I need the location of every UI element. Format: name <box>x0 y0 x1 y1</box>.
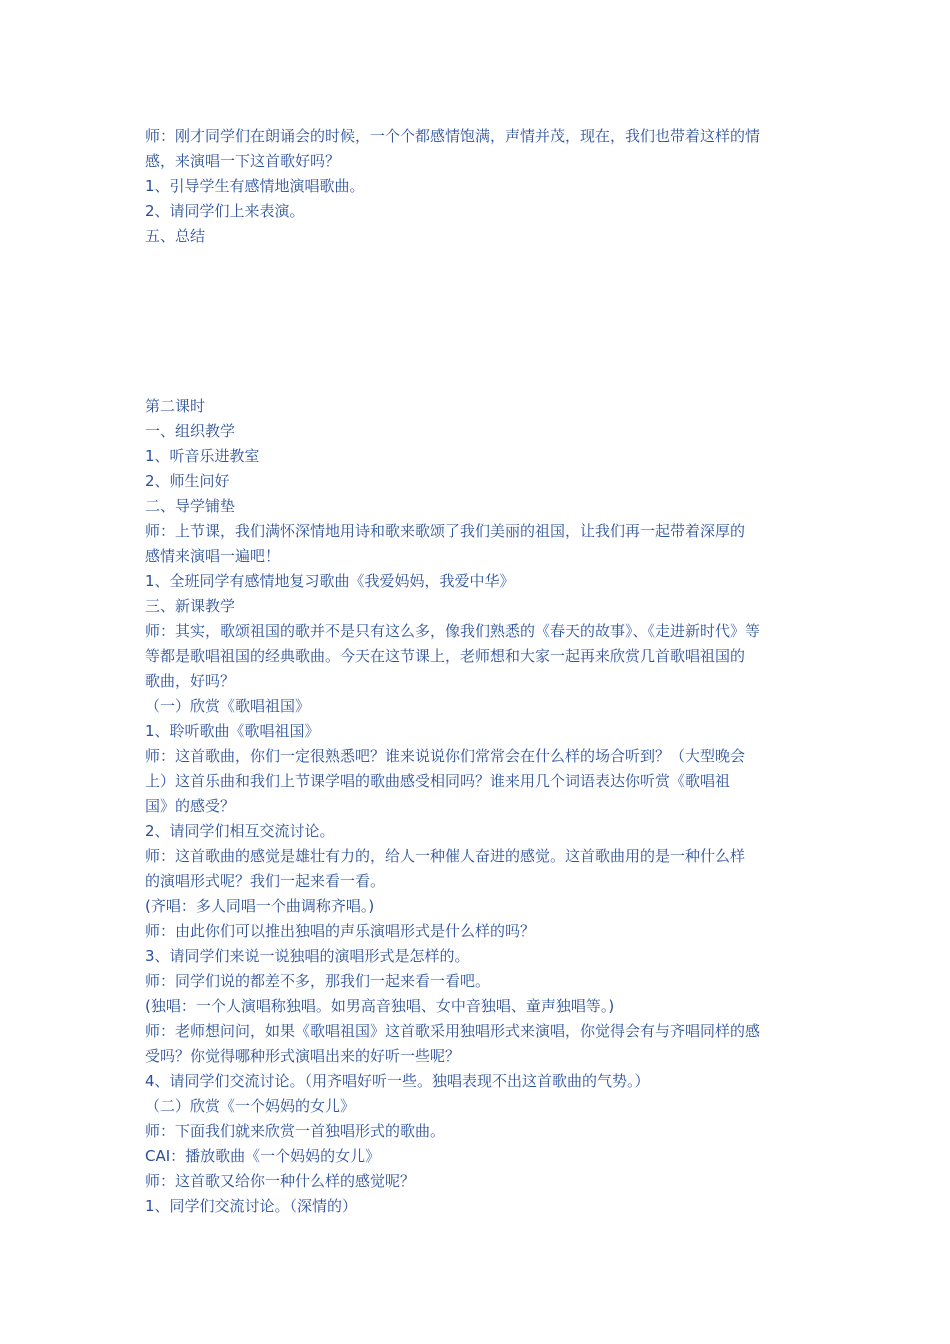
text-line: 师：下面我们就来欣赏一首独唱形式的歌曲。 <box>145 1122 446 1140</box>
text-line: CAI：播放歌曲《一个妈妈的女儿》 <box>145 1147 381 1165</box>
text-line: 感，来演唱一下这首歌好吗？ <box>145 152 341 170</box>
text-line: 4、请同学们交流讨论。（用齐唱好听一些。独唱表现不出这首歌曲的气势。） <box>145 1072 650 1090</box>
text-line: 2、请同学们相互交流讨论。 <box>145 822 335 840</box>
text-line: 上）这首乐曲和我们上节课学唱的歌曲感受相同吗？谁来用几个词语表达你听赏《歌唱祖 <box>145 772 731 790</box>
lesson-section-1 <box>145 124 810 249</box>
lesson-section-2 <box>145 394 810 1219</box>
text-line: (齐唱：多人同唱一个曲调称齐唱。) <box>145 897 375 915</box>
text-line: 歌曲，好吗？ <box>145 672 236 690</box>
text-line: 的演唱形式呢？我们一起来看一看。 <box>145 872 386 890</box>
text-line: 师：这首歌曲，你们一定很熟悉吧？谁来说说你们常常会在什么样的场合听到？（大型晚会 <box>145 747 746 765</box>
text-line: 3、请同学们来说一说独唱的演唱形式是怎样的。 <box>145 947 470 965</box>
text-line: 1、同学们交流讨论。（深情的） <box>145 1197 358 1215</box>
text-line: 师：刚才同学们在朗诵会的时候，一个个都感情饱满，声情并茂，现在，我们也带着这样的情 <box>145 127 761 145</box>
text-line: 感情来演唱一遍吧！ <box>145 547 281 565</box>
subsection-heading: （一）欣赏《歌唱祖国》 <box>145 697 311 715</box>
text-line: 1、聆听歌曲《歌唱祖国》 <box>145 722 320 740</box>
text-line: 师：由此你们可以推出独唱的声乐演唱形式是什么样的吗？ <box>145 922 536 940</box>
text-line: 1、听音乐进教室 <box>145 447 260 465</box>
text-line: 等都是歌唱祖国的经典歌曲。今天在这节课上，老师想和大家一起再来欣赏几首歌唱祖国的 <box>145 647 746 665</box>
text-line: 师：老师想问问，如果《歌唱祖国》这首歌采用独唱形式来演唱，你觉得会有与齐唱同样的感 <box>145 1022 761 1040</box>
lesson-title: 第二课时 <box>145 397 206 415</box>
text-line: 师：同学们说的都差不多，那我们一起来看一看吧。 <box>145 972 491 990</box>
text-line: 2、师生问好 <box>145 472 230 490</box>
text-line: 受吗？你觉得哪种形式演唱出来的好听一些呢？ <box>145 1047 461 1065</box>
text-line: 1、引导学生有感情地演唱歌曲。 <box>145 177 365 195</box>
section-heading: 二、导学铺垫 <box>145 497 236 515</box>
text-line: (独唱：一个人演唱称独唱。如男高音独唱、女中音独唱、童声独唱等。) <box>145 997 615 1015</box>
text-line: 国》的感受？ <box>145 797 236 815</box>
text-line: 师：其实，歌颂祖国的歌并不是只有这么多，像我们熟悉的《春天的故事》、《走进新时代》等 <box>145 622 761 640</box>
section-heading: 五、总结 <box>145 227 206 245</box>
text-line: 师：这首歌曲的感觉是雄壮有力的，给人一种催人奋进的感觉。这首歌曲用的是一种什么样 <box>145 847 746 865</box>
subsection-heading: （二）欣赏《一个妈妈的女儿》 <box>145 1097 356 1115</box>
text-line: 2、请同学们上来表演。 <box>145 202 305 220</box>
text-line: 1、全班同学有感情地复习歌曲《我爱妈妈，我爱中华》 <box>145 572 515 590</box>
text-line: 师：这首歌又给你一种什么样的感觉呢？ <box>145 1172 416 1190</box>
section-heading: 一、组织教学 <box>145 422 236 440</box>
text-line: 师：上节课，我们满怀深情地用诗和歌来歌颂了我们美丽的祖国，让我们再一起带着深厚的 <box>145 522 746 540</box>
section-heading: 三、新课教学 <box>145 597 236 615</box>
